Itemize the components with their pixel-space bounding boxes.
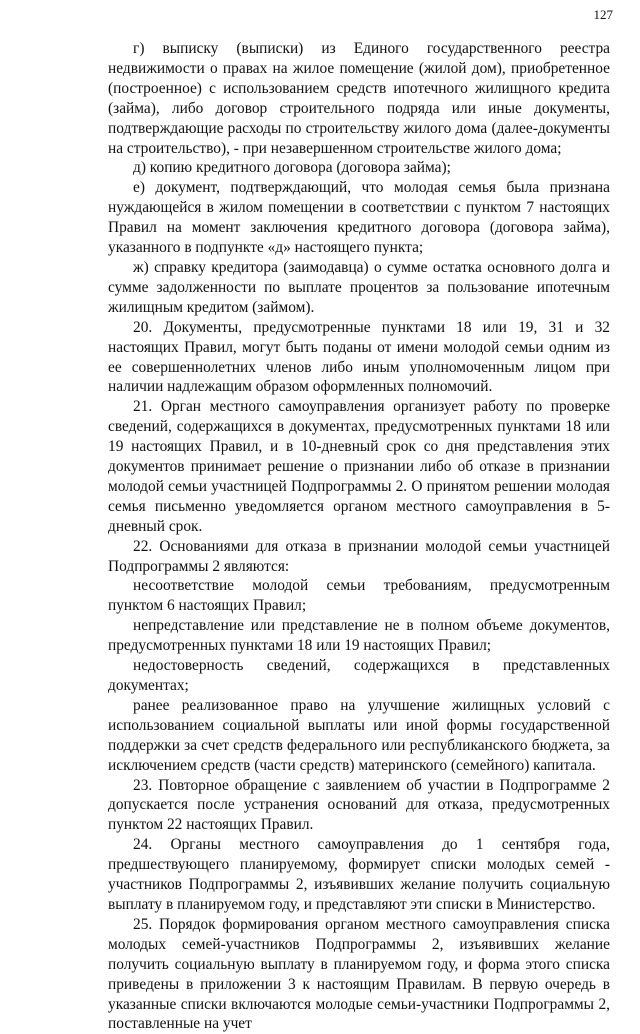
paragraph-clause-22: 22. Основаниями для отказа в признании молодой семьи участницей Подпрограммы 2 являются:	[108, 537, 610, 575]
paragraph-subitem-zh: ж) справку кредитора (заимодавца) о сумме остатка основного долга и сумме задолженности по выплате процентов за пользование ипотечным жилищным кредитом (займом).	[108, 258, 610, 316]
paragraph-refusal-ground-1: несоответствие молодой семьи требованиям, предусмотренным пунктом 6 настоящих Правил;	[108, 577, 610, 615]
paragraph-refusal-ground-3: недостоверность сведений, содержащихся в представленных документах;	[108, 657, 610, 694]
paragraph-refusal-ground-4: ранее реализованное право на улучшение жилищных условий с использованием социальной выплаты или иной формы государственной поддержки за счет средств федерального или республиканского бюджета, за исключением средств (части средств) материнского (семейного) капитала.	[108, 696, 610, 774]
paragraph-clause-20: 20. Документы, предусмотренные пунктами 18 или 19, 31 и 32 настоящих Правил, могут быть поданы от имени молодой семьи одним из ее совершеннолетних членов либо иным уполномоченным лицом при наличии надлежащим образом оформленных полномочий.	[108, 318, 610, 396]
paragraph-subitem-e: е) документ, подтверждающий, что молодая семья была признана нуждающейся в жилом помещении в соответствии с пунктом 7 настоящих Правил на момент заключения кредитного договора (договора займа), указанного в подпункте «д» настоящего пункта;	[108, 179, 610, 257]
paragraph-clause-23: 23. Повторное обращение с заявлением об участии в Подпрограмме 2 допускается после устранения оснований для отказа, предусмотренных пунктом 22 настоящих Правил.	[108, 776, 610, 834]
paragraph-refusal-ground-2: непредставление или представление не в полном объеме документов, предусмотренных пунктами 18 или 19 настоящих Правил;	[108, 617, 610, 655]
paragraph-subitem-g: г) выписку (выписки) из Единого государственного реестра недвижимости о правах на жилое помещение (жилой дом), приобретенное (построенное) с использованием средств ипотечного жилищного кредита (займа), либо договор строительного подряда или иные документы, подтверждающие расходы по строительству жилого дома (далее-документы на строительство), - при незавершенном строительстве жилого дома;	[108, 40, 610, 157]
document-body	[108, 39, 610, 1034]
paragraph-subitem-d: д) копию кредитного договора (договора займа);	[133, 159, 451, 177]
paragraph-clause-21: 21. Орган местного самоуправления организует работу по проверке сведений, содержащихся в документах, предусмотренных пунктами 18 или 19 настоящих Правил, и в 10-дневный срок со дня представления этих документов принимает решение о признании либо об отказе в признании молодой семьи участницей Подпрограммы 2. О принятом решении молодая семья письменно уведомляется органом местного самоуправления в 5-дневный срок.	[108, 398, 610, 535]
page-number: 127	[593, 7, 613, 22]
paragraph-clause-25: 25. Порядок формирования органом местного самоуправления списка молодых семей-участников Подпрограммы 2, изъявивших желание получить социальную выплату в планируемом году, и форма этого списка приведены в приложении 3 к настоящим Правилам. В первую очередь в указанные списки включаются молодые семьи-участники Подпрограммы 2, поставленные на учет	[108, 915, 610, 1033]
paragraph-clause-24: 24. Органы местного самоуправления до 1 сентября года, предшествующего планируемому, формирует списки молодых семей - участников Подпрограммы 2, изъявивших желание получить социальную выплату в планируемом году, и представляют эти списки в Министерство.	[108, 836, 610, 913]
